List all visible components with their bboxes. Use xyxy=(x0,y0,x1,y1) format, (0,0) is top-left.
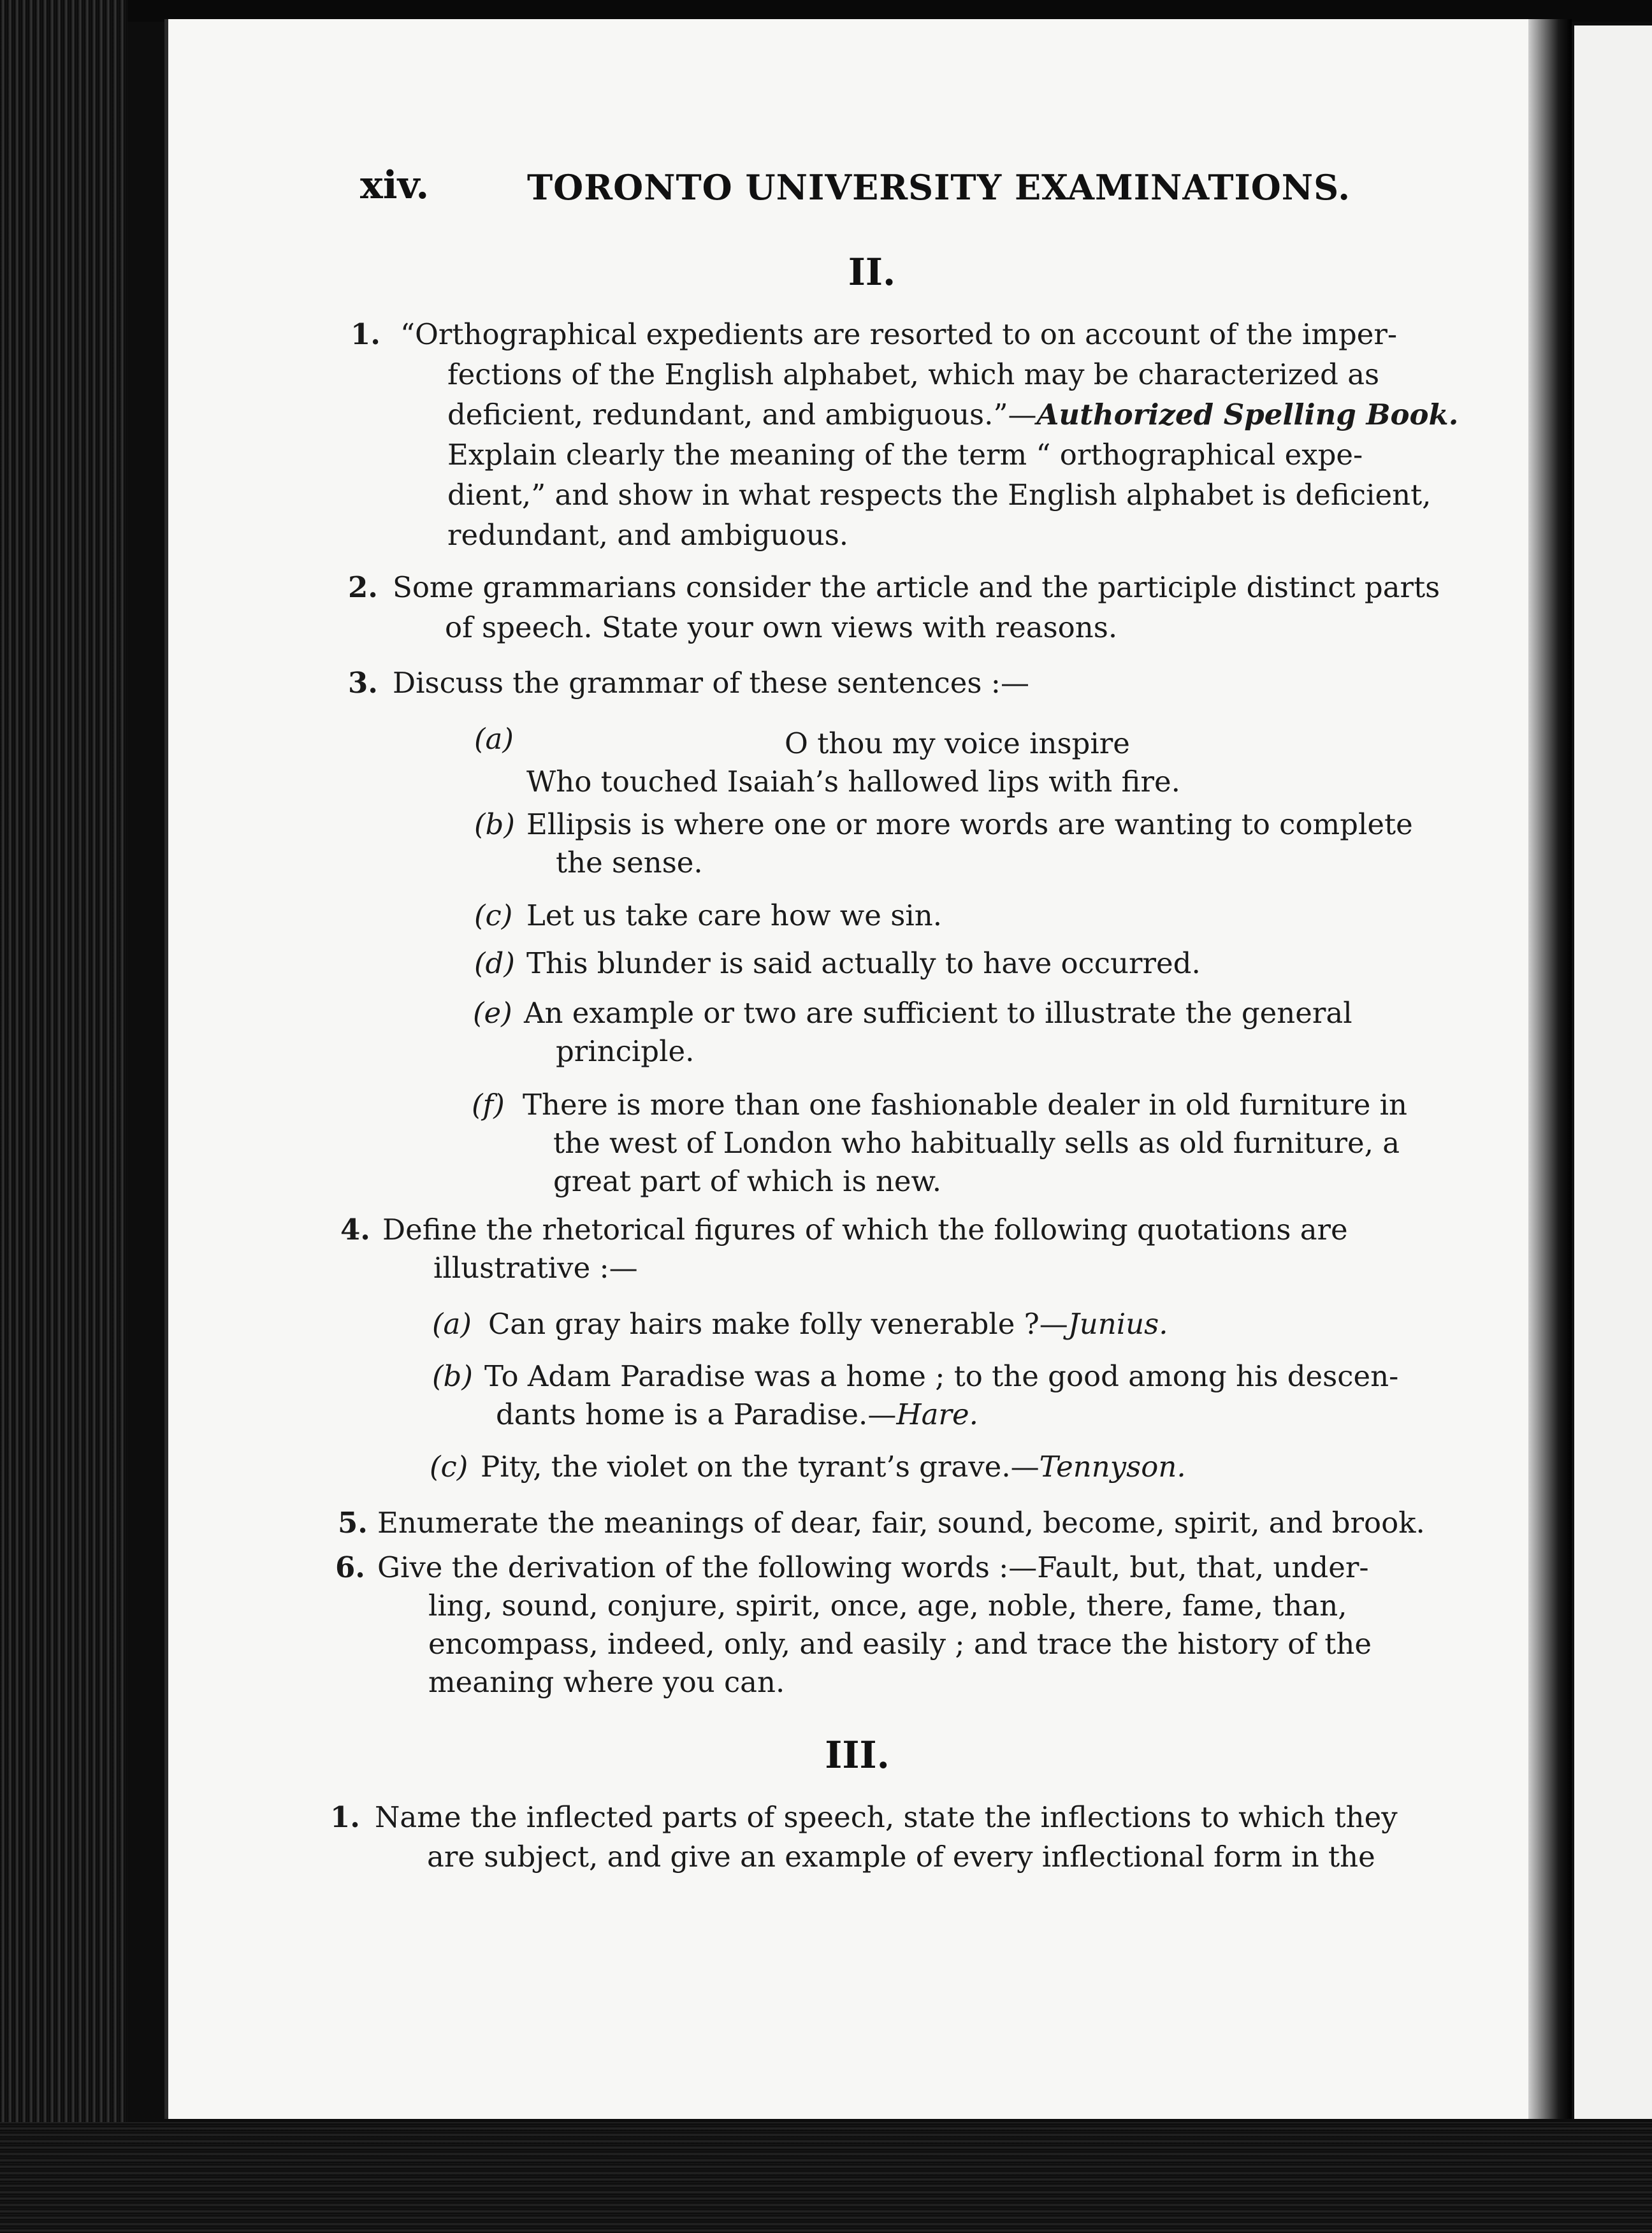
item-line: the west of London who habitually sells as old furniture, a xyxy=(553,1126,1400,1160)
question-number: 5. xyxy=(338,1506,368,1540)
item-label: (c) xyxy=(474,899,513,932)
item-line: the sense. xyxy=(556,846,703,879)
question-line: of speech. State your own views with reasons. xyxy=(445,611,1118,644)
section-title-iii: III. xyxy=(825,1733,890,1777)
source-citation: Junius. xyxy=(1068,1307,1168,1341)
question-line: encompass, indeed, only, and easily ; and trace the history of the xyxy=(428,1627,1372,1661)
question-line: ling, sound, conjure, spirit, once, age, noble, there, fame, than, xyxy=(428,1589,1347,1622)
question-intro: Discuss the grammar of these sentences :— xyxy=(393,666,1029,700)
verse-line: Who touched Isaiah’s hallowed lips with fire. xyxy=(526,765,1180,799)
question-line: dient,” and show in what respects the English alphabet is deficient, xyxy=(447,478,1431,512)
page-folio: xiv. xyxy=(360,163,430,208)
question-number: 3. xyxy=(348,666,378,700)
source-citation: Authorized Spelling Book. xyxy=(1036,398,1459,431)
source-citation: Hare. xyxy=(896,1398,978,1431)
question-line: deficient, redundant, and ambiguous.”—Authorized Spelling Book. xyxy=(447,398,1459,431)
item-label: (b) xyxy=(432,1359,473,1393)
item-line: Can gray hairs make folly venerable ?—Junius. xyxy=(488,1307,1168,1341)
scan-top-edge xyxy=(127,0,1652,22)
question-line: Define the rhetorical figures of which the following quotations are xyxy=(382,1213,1348,1247)
question-line: “Orthographical expedients are resorted to on account of the imper- xyxy=(400,317,1398,351)
item-line: dants home is a Paradise.—Hare. xyxy=(496,1398,978,1431)
question-number: 1. xyxy=(330,1800,360,1834)
item-line: great part of which is new. xyxy=(553,1164,942,1198)
item-line: To Adam Paradise was a home ; to the good among his descen- xyxy=(484,1359,1399,1393)
item-label: (a) xyxy=(474,722,514,756)
item-line: An example or two are sufficient to illustrate the general xyxy=(524,996,1352,1030)
verse-line: O thou my voice inspire xyxy=(785,726,1130,760)
item-label: (c) xyxy=(430,1450,468,1484)
question-line: Enumerate the meanings of dear, fair, sound, become, spirit, and brook. xyxy=(377,1506,1425,1540)
question-line: meaning where you can. xyxy=(428,1665,785,1699)
question-number: 2. xyxy=(348,570,378,604)
item-line: Let us take care how we sin. xyxy=(526,899,942,932)
source-citation: Tennyson. xyxy=(1039,1450,1186,1484)
item-label: (d) xyxy=(474,946,515,980)
question-line: fections of the English alphabet, which may be characterized as xyxy=(447,358,1380,391)
question-line: Name the inflected parts of speech, state the inflections to which they xyxy=(375,1800,1398,1834)
section-title-ii: II. xyxy=(848,250,896,294)
item-line: principle. xyxy=(556,1034,695,1068)
item-label: (b) xyxy=(474,807,515,841)
question-line: illustrative :— xyxy=(433,1251,638,1285)
book-binding-left xyxy=(0,0,127,2233)
book-binding-bottom xyxy=(0,2122,1652,2233)
item-line: Pity, the violet on the tyrant’s grave.—Tennyson. xyxy=(481,1450,1186,1484)
item-label: (f) xyxy=(472,1088,505,1122)
item-line: This blunder is said actually to have occurred. xyxy=(526,946,1201,980)
question-line: Explain clearly the meaning of the term “ orthographical expe- xyxy=(447,438,1363,472)
question-line: redundant, and ambiguous. xyxy=(447,518,849,552)
question-number: 1. xyxy=(351,317,380,351)
item-label: (e) xyxy=(473,996,512,1030)
question-line: Give the derivation of the following words :—Fault, but, that, under- xyxy=(377,1550,1369,1584)
page-gutter xyxy=(1528,19,1572,2119)
question-number: 6. xyxy=(335,1550,365,1584)
item-line: There is more than one fashionable dealer in old furniture in xyxy=(523,1088,1408,1122)
facing-page-edge xyxy=(1572,25,1652,2119)
question-line: Some grammarians consider the article and the participle distinct parts xyxy=(393,570,1440,604)
item-label: (a) xyxy=(432,1307,472,1341)
question-number: 4. xyxy=(340,1213,370,1247)
item-line: Ellipsis is where one or more words are wanting to complete xyxy=(526,807,1413,841)
question-line: are subject, and give an example of every inflectional form in the xyxy=(427,1840,1375,1874)
running-head: TORONTO UNIVERSITY EXAMINATIONS. xyxy=(527,167,1351,208)
